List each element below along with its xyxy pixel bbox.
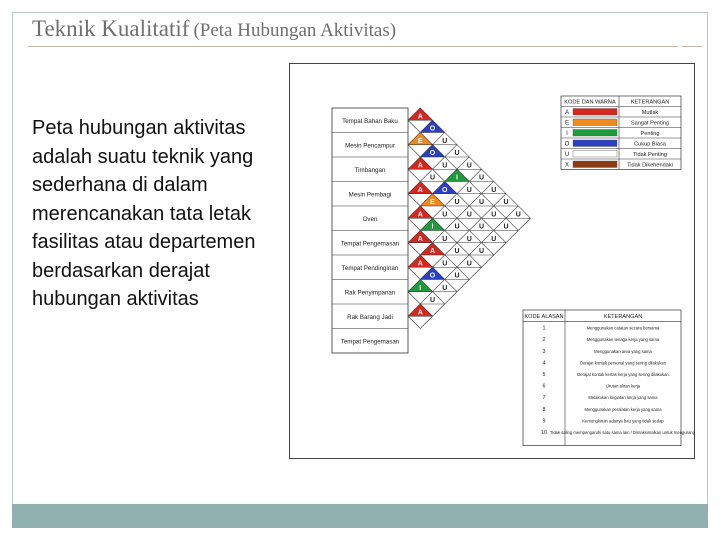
legend-code-letter: A xyxy=(564,110,570,116)
legend-reason-code: 2 xyxy=(542,337,546,344)
activity-label: Rak Barang Jadi xyxy=(347,313,393,321)
legend-reason-desc: Menggunakan area yang sama xyxy=(594,348,652,354)
activity-chart-svg xyxy=(290,64,695,459)
relationship-code: U xyxy=(478,199,485,206)
legend-reason-desc: Menggunakan catatan secara bersama xyxy=(586,325,660,331)
footer-bar xyxy=(12,504,708,528)
legend-reason-code: 4 xyxy=(542,360,546,367)
legend-color-swatch xyxy=(573,119,617,126)
relationship-code: U xyxy=(491,235,497,243)
legend-codes-header-code: KODE DAN WARNA xyxy=(564,99,616,106)
relationship-code: O xyxy=(429,125,436,133)
relationship-code: U xyxy=(515,211,521,219)
relationship-code: U xyxy=(503,223,509,231)
activity-label: Oven xyxy=(362,215,378,223)
legend-color-swatch xyxy=(573,109,617,116)
relationship-code: E xyxy=(417,137,423,145)
relationship-code: A xyxy=(429,248,436,255)
legend-reasons-header-desc: KETERANGAN xyxy=(603,314,643,320)
activity-label: Tempat Bahan Baku xyxy=(342,117,398,125)
relationship-code: U xyxy=(491,186,497,194)
activity-label: Tempat Pengemasan xyxy=(340,338,400,346)
title-underline xyxy=(28,46,678,47)
legend-reason-desc: Melakukan kegiatan kerja yang sama xyxy=(588,395,658,401)
legend-code-desc: Tidak Dikehendaki xyxy=(627,162,673,169)
relationship-code: U xyxy=(442,260,448,268)
relationship-code: U xyxy=(478,248,485,255)
legend-reason-code: 5 xyxy=(542,372,546,378)
relationship-code: U xyxy=(466,260,472,268)
relationship-code: U xyxy=(503,199,509,206)
activity-label: Rak Penyimpanan xyxy=(344,289,396,297)
relationship-code: E xyxy=(430,199,435,206)
relationship-code: A xyxy=(417,113,423,121)
relationship-code: U xyxy=(442,211,448,219)
relationship-code: U xyxy=(466,235,472,243)
relationship-code: O xyxy=(429,272,436,280)
activity-label: Timbangan xyxy=(354,166,386,174)
legend-reason-desc: Menggunakan tenaga kerja yang sama xyxy=(586,337,660,343)
legend-color-swatch xyxy=(573,130,617,137)
legend-reasons-header-code: KODE ALASAN xyxy=(524,314,564,320)
relationship-code: U xyxy=(478,174,485,182)
relationship-code: U xyxy=(454,272,460,280)
relationship-code: U xyxy=(466,186,472,194)
legend-reason-code: 6 xyxy=(542,383,546,390)
legend-reason-desc: Derajat kontak personal yang sering dilakukan xyxy=(580,360,666,366)
legend-reason-code: 1 xyxy=(542,325,546,332)
slide-title-main: Teknik Kualitatif xyxy=(32,16,190,41)
legend-reason-code: 9 xyxy=(542,418,546,425)
relationship-code: U xyxy=(429,297,436,304)
relationship-code: U xyxy=(454,248,460,255)
legend-code-letter: E xyxy=(564,120,570,127)
relationship-code: U xyxy=(442,137,448,145)
relationship-code: U xyxy=(454,199,460,206)
relationship-code: I xyxy=(456,174,458,182)
relationship-code: U xyxy=(442,235,448,243)
activity-label: Tempat Pendinginan xyxy=(341,264,399,272)
relationship-code: U xyxy=(429,174,436,182)
legend-color-swatch xyxy=(573,151,617,158)
relationship-code: A xyxy=(417,186,423,194)
legend-reason-desc: Derajat kontak kertas kerja yang sering dilakukan xyxy=(577,372,669,377)
relationship-code: O xyxy=(429,150,436,157)
legend-reason-desc: Menggunakan peralatan kerja yang sama xyxy=(584,406,662,412)
slide-title xyxy=(32,16,396,42)
legend-code-letter: O xyxy=(564,141,570,148)
relationship-code: A xyxy=(417,162,423,170)
relationship-code: A xyxy=(417,260,423,268)
relationship-code: I xyxy=(431,223,434,231)
legend-code-desc: Mutlak xyxy=(641,110,659,116)
legend-code-letter: I xyxy=(566,131,568,137)
legend-reason-code: 3 xyxy=(542,348,546,355)
activity-label: Tempat Pengemasan xyxy=(340,240,400,248)
legend-reason-code: 8 xyxy=(542,406,546,413)
legend-color-swatch xyxy=(573,140,617,147)
slide-body-text: Peta hubungan aktivitas adalah suatu teknik yang sederhana di dalam merencanakan tata letak fasilitas atau departemen berdasarkan derajat hubungan aktivitas xyxy=(32,117,256,310)
legend-code-desc: Penting xyxy=(640,131,660,137)
legend-reason-desc: Kemungkinan adanya bau yang tidak sedap xyxy=(582,418,664,424)
relationship-code: A xyxy=(417,211,423,219)
legend-code-letter: U xyxy=(564,152,570,158)
relationship-code: U xyxy=(442,284,448,292)
activity-relationship-chart xyxy=(289,63,695,459)
legend-code-letter: X xyxy=(564,162,570,169)
legend-reason-desc: Urutan aliran kerja xyxy=(605,383,641,389)
activity-label: Mesin Pencampur xyxy=(345,142,395,150)
slide-title-sub: (Peta Hubungan Aktivitas) xyxy=(193,20,397,41)
activity-label: Mesin Pembagi xyxy=(348,191,392,199)
legend-code-desc: Sangat Penting xyxy=(630,120,670,127)
relationship-code: U xyxy=(466,211,472,219)
relationship-code: I xyxy=(419,284,422,292)
relationship-code: A xyxy=(417,235,423,243)
legend-reason-desc: Tidak saling mempengaruhi satu sama lain / Dimaksimalkan untuk mengurangi xyxy=(549,430,696,435)
relationship-code: U xyxy=(454,223,460,231)
relationship-code: U xyxy=(454,150,460,157)
legend-code-desc: Tidak Penting xyxy=(633,152,667,158)
title-underline-accent xyxy=(682,46,702,47)
relationship-code: O xyxy=(442,186,448,194)
relationship-code: A xyxy=(417,309,423,317)
legend-code-desc: Cukup Biasa xyxy=(634,141,666,148)
legend-color-swatch xyxy=(573,161,617,168)
relationship-code: U xyxy=(442,162,448,170)
relationship-code: U xyxy=(478,223,485,231)
relationship-code: U xyxy=(466,162,472,170)
legend-reason-code: 10 xyxy=(541,430,547,436)
legend-reason-code: 7 xyxy=(542,395,546,402)
legend-codes-header-desc: KETERANGAN xyxy=(630,99,670,106)
relationship-code: U xyxy=(491,211,497,219)
